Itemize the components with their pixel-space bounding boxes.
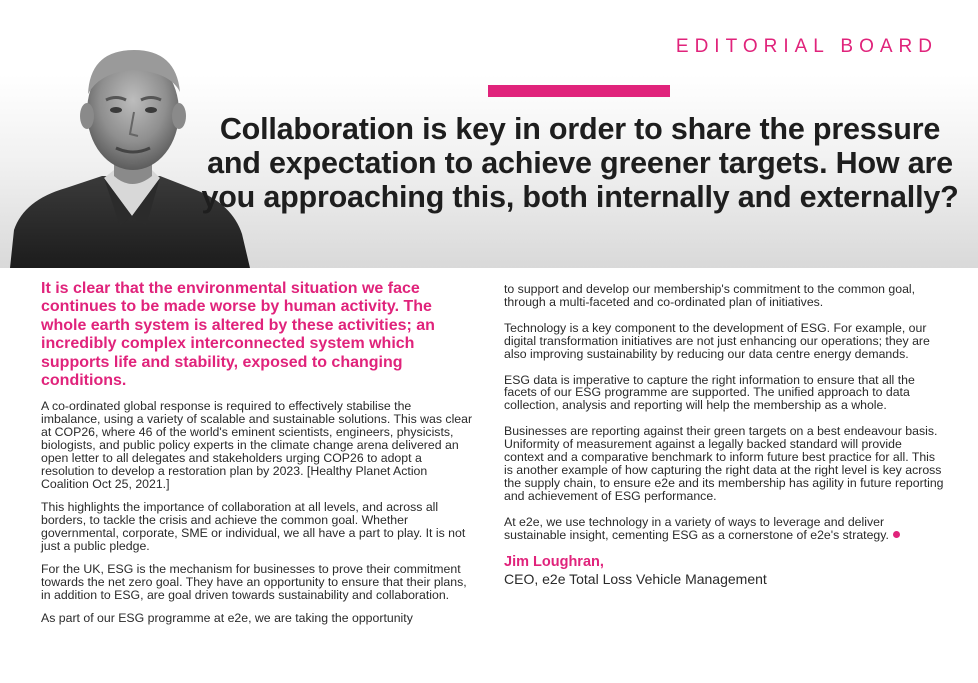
closing-paragraph (504, 516, 944, 542)
body-paragraph: A co-ordinated global response is required to effectively stabilise the imbalance, using a variety of scalable and sustainable solutions. This was clear at COP26, where 46 of the world's eminent scientists, engineers, physicists, biologists, and public policy experts in the climate change arena delivered an open letter to all delegates and stakeholders urging COP26 to adopt a resolution to develop a restoration plan by 2023. [Healthy Planet Action Coalition Oct 25, 2021.] (41, 399, 473, 491)
body-paragraph: Businesses are reporting against their green targets on a best endeavour basis. Uniformity of measurement against a legally backed standard will provide context and a comparative benchmark to inform future best practice for all. This is another example of how capturing the right data at the right level is key across the supply chain, to ensure e2e and its membership has agility in future reporting and achievement of ESG performance. (504, 424, 944, 503)
body-paragraph: For the UK, ESG is the mechanism for businesses to prove their commitment towards the net zero goal. They have an opportunity to ensure that their plans, in addition to ESG, are goal driven towards sustainability and collaboration. (41, 561, 467, 602)
lead-paragraph: It is clear that the environmental situation we face continues to be made worse by human activity. The whole earth system is altered by these activities; an incredibly complex interconnected system which supports life and stability, exposed to changing conditions. (41, 280, 435, 390)
body-paragraph: This highlights the importance of collaboration at all levels, and across all borders, to tackle the crisis and achieve the common goal. Whether governmental, corporate, SME or individual, we all have a part to play. It is not just a public pledge. (41, 499, 466, 553)
left-column (41, 280, 473, 635)
body-paragraph: Technology is a key component to the development of ESG. For example, our digital transformation initiatives are not just enhancing our operations; they are also improving sustainability by reducing our data centre energy demands. (504, 320, 930, 361)
body-paragraph: As part of our ESG programme at e2e, we are taking the opportunity (41, 610, 413, 625)
headline: Collaboration is key in order to share the pressure and expectation to achieve greener targets. How are you approaching this, both internally and externally? (201, 112, 959, 214)
author-role: CEO, e2e Total Loss Vehicle Management (504, 570, 767, 587)
right-column (504, 283, 944, 587)
end-mark-icon (893, 531, 900, 538)
body-paragraph: to support and develop our membership's commitment to the common goal, through a multi-faceted and co-ordinated plan of initiatives. (504, 282, 916, 309)
accent-bar (488, 85, 670, 97)
author-name: Jim Loughran, (504, 553, 604, 570)
header-banner (0, 0, 978, 268)
closing-text: At e2e, we use technology in a variety of ways to leverage and deliver sustainable insight, cementing ESG as a cornerstone of e2e's strategy. (504, 514, 889, 542)
body-paragraph: ESG data is imperative to capture the right information to ensure that all the facets of our ESG programme are supported. The unified approach to data collection, analysis and reporting will help the membership as a whole. (504, 372, 915, 413)
section-kicker: EDITORIAL BOARD (675, 36, 938, 57)
